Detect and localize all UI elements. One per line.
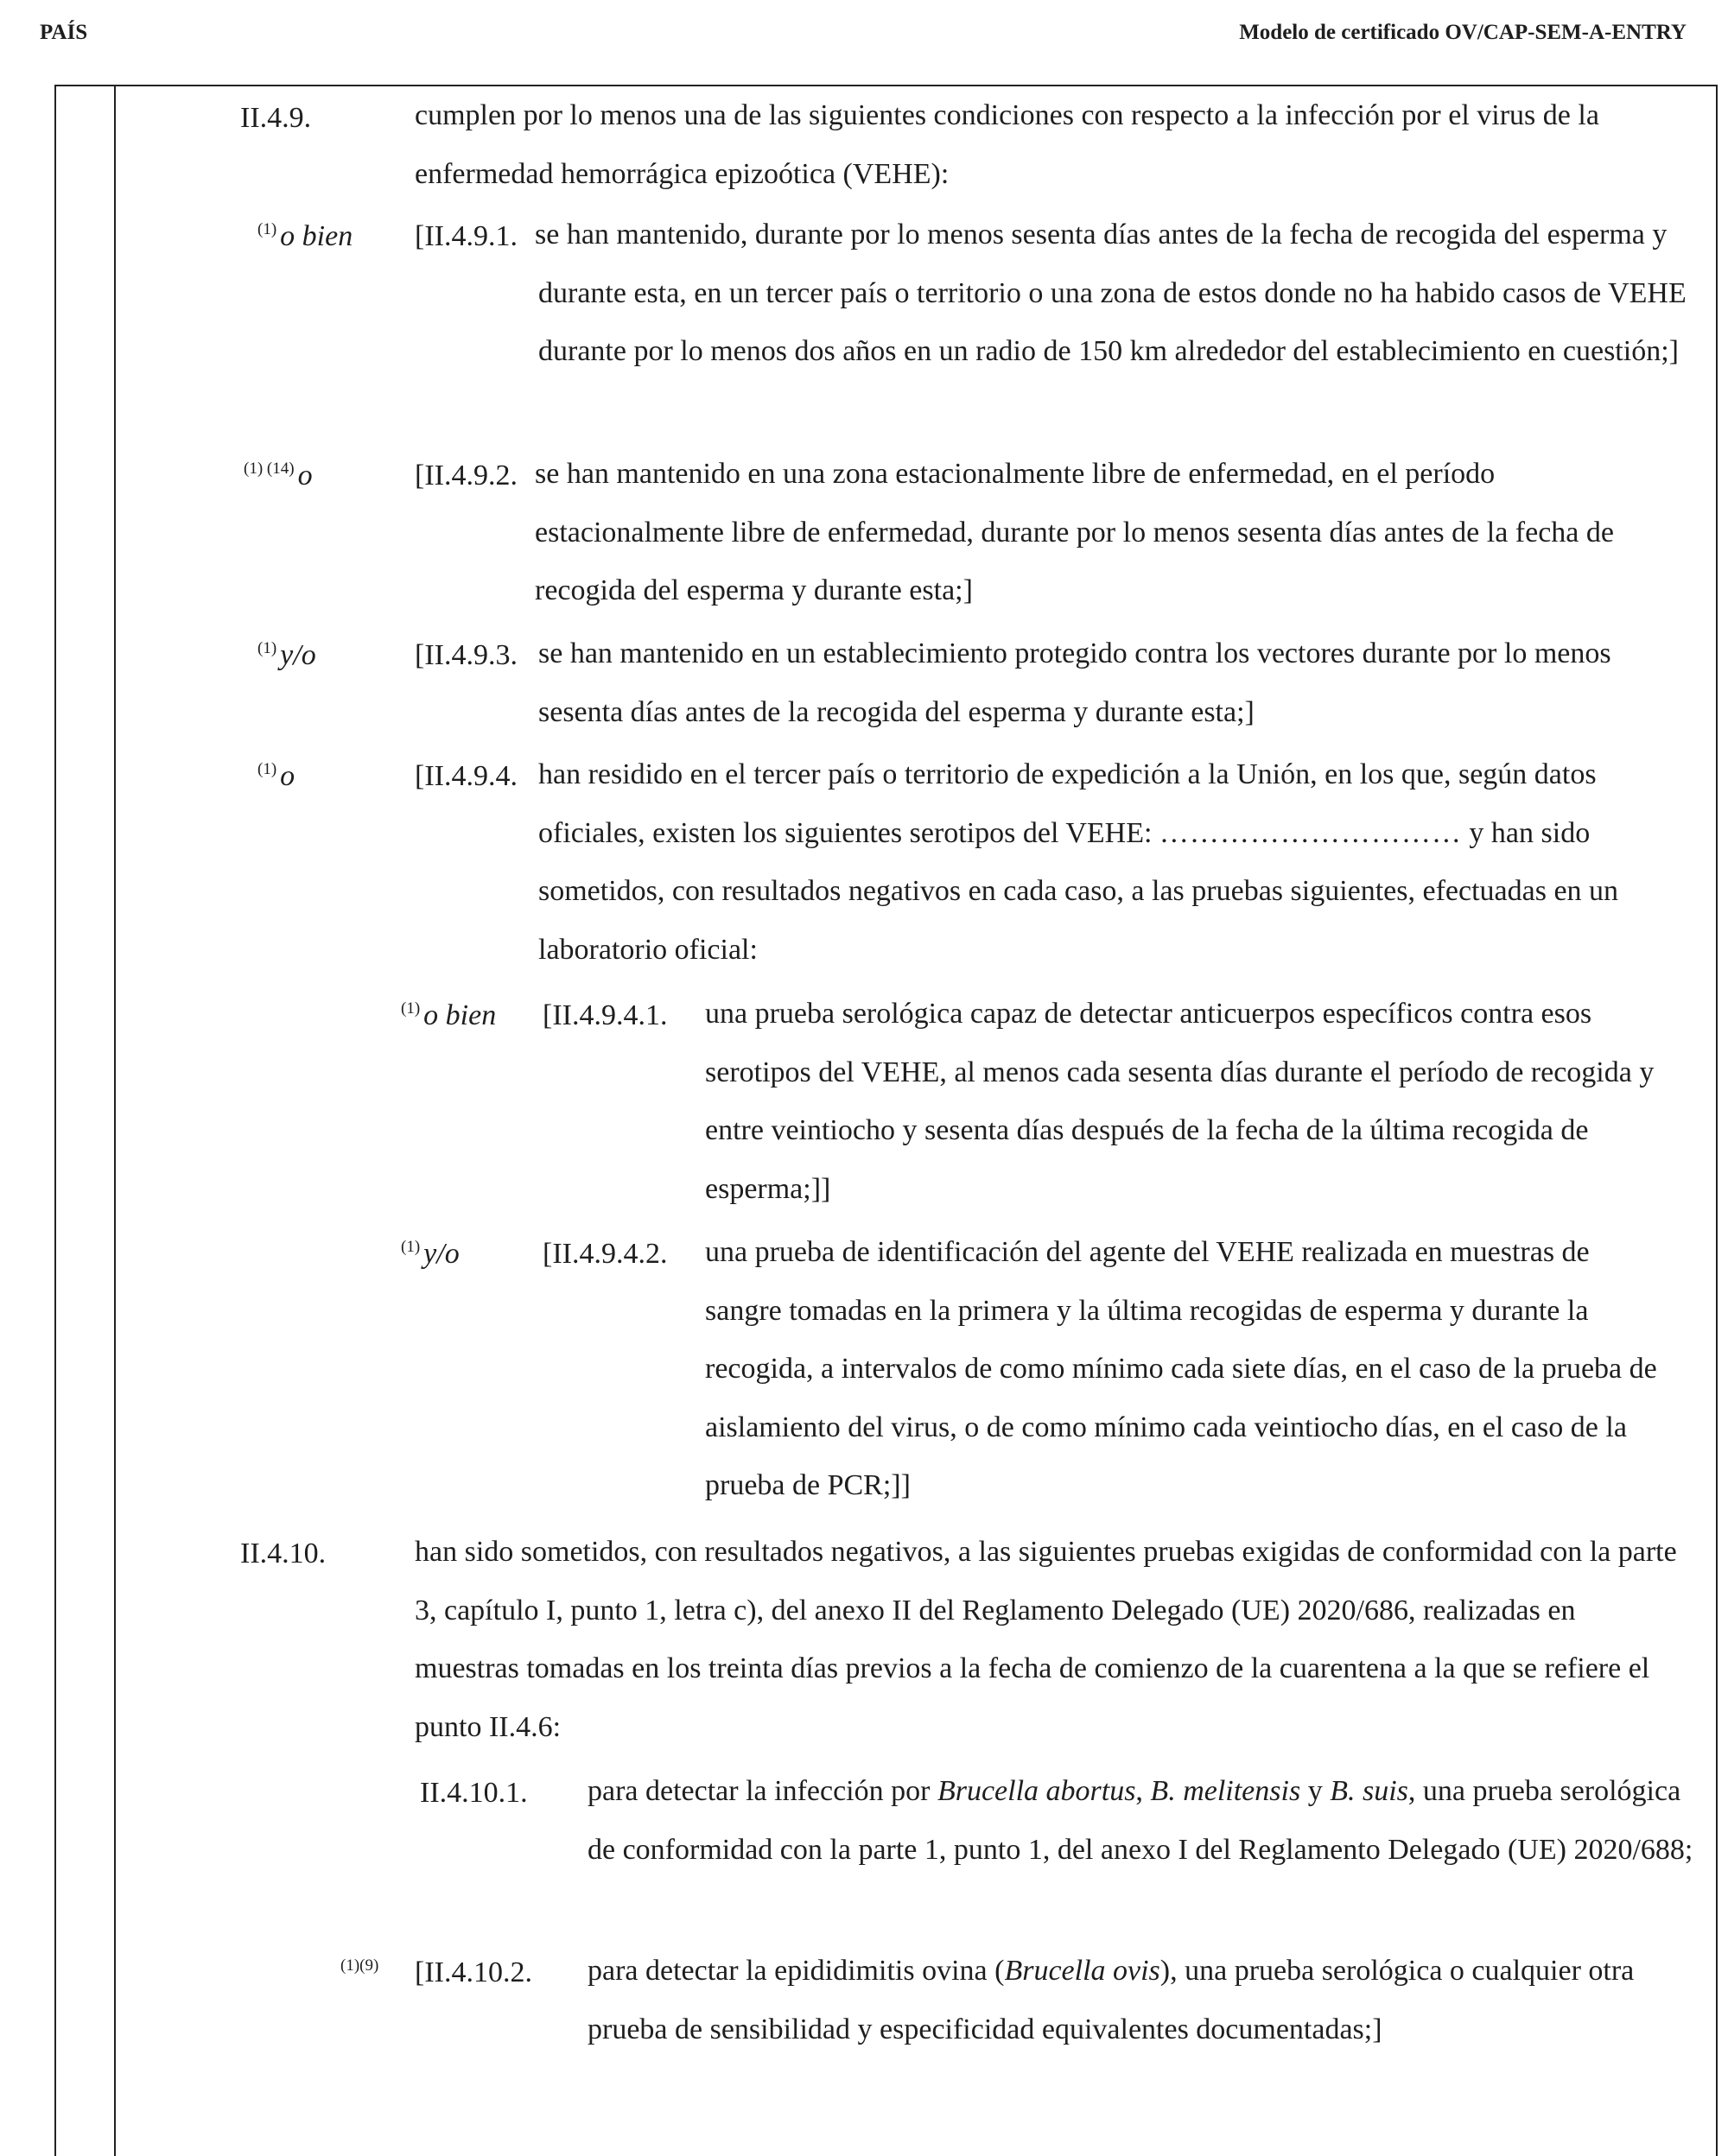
section-text-4-10-2-a: para detectar la epididimitis ovina ( [588, 1955, 1005, 1987]
header-certificate-model: Modelo de certificado OV/CAP-SEM-A-ENTRY [1239, 21, 1687, 44]
footnote-ref: (1) [401, 999, 421, 1018]
option-label-4-9-4-1 [401, 999, 496, 1032]
option-choice: y/o [280, 639, 316, 671]
section-text-4-9-4 [538, 745, 1696, 979]
section-text-4-10-2 [588, 1942, 1702, 2058]
footnote-ref: (1) [257, 639, 277, 657]
separator: y [1300, 1775, 1331, 1807]
section-number-4-9-4: [II.4.9.4. [415, 760, 518, 792]
section-text-4-9-3: se han mantenido en un establecimiento protegido contra los vectores durante por lo menos sesenta días antes de la recogida del esperma y durante esta;] [538, 637, 1611, 728]
option-choice: o bien [423, 999, 497, 1031]
species-brucella-ovis: Brucella ovis [1004, 1955, 1160, 1987]
section-text-4-9-4-2: una prueba de identificación del agente del VEHE realizada en muestras de sangre tomadas en la primera y la última recogidas de esperma y durante la recogida, a intervalos de como mínimo cada siete días, en el caso de la prueba de aislamiento del virus, o de como mínimo cada veintiocho días, en el caso de la prueba de PCR;]] [705, 1236, 1657, 1501]
section-number-4-10-1: II.4.10.1. [420, 1777, 528, 1809]
header-country: PAÍS [40, 21, 88, 44]
serotypes-blank-field: ………………………… [1159, 816, 1462, 849]
section-text-4-10: han sido sometidos, con resultados negativos, a las siguientes pruebas exigidas de conformidad con la parte 3, capítulo I, punto 1, letra c), del anexo II del Reglamento Delegado (UE) 2020/686, realizadas en muestras tomadas en los treinta días previos a la fecha de comienzo de la cuarentena a la que se refiere el punto II.4.6: [415, 1536, 1677, 1743]
section-number-4-9: II.4.9. [240, 102, 312, 134]
option-choice: y/o [423, 1238, 460, 1270]
option-label-4-9-4 [257, 760, 295, 793]
species-brucella-abortus: Brucella abortus [937, 1775, 1136, 1807]
option-choice: o [297, 460, 313, 491]
option-choice: o [280, 760, 295, 792]
section-number-4-10: II.4.10. [240, 1538, 327, 1569]
section-text-4-9-4-before: han residido en el tercer país o territorio de expedición a la Unión, en los que, según datos oficiales, existen los siguientes serotipos del VEHE: [538, 758, 1597, 849]
section-text-4-10-1-b: , una prueba serológica de conformidad con la parte 1, punto 1, del anexo I del Reglamento Delegado (UE) 2020/688; [588, 1775, 1693, 1866]
section-number-4-10-2: [II.4.10.2. [415, 1956, 532, 1988]
section-text-4-9-4-1: una prueba serológica capaz de detectar anticuerpos específicos contra esos serotipos del VEHE, al menos cada sesenta días durante el período de recogida y entre veintiocho y sesenta días después de la fecha de la última recogida de esperma;]] [705, 998, 1655, 1205]
footnote-ref: (1) (14) [244, 460, 295, 478]
section-text-4-10-1-a: para detectar la infección por [588, 1775, 937, 1807]
section-text-4-10-2-b: ), una prueba serológica o cualquier otra prueba de sensibilidad y especificidad equivalentes documentadas;] [588, 1955, 1635, 2045]
section-text-4-9-1-content: se han mantenido, durante por lo menos sesenta días antes de la fecha de recogida del esperma y durante esta, en un tercer país o territorio o una zona de estos donde no ha habido casos de VEHE durante por lo menos dos años en un radio de 150 km alrededor del establecimiento en cuestión;] [535, 219, 1687, 367]
section-number-4-9-2: [II.4.9.2. [415, 460, 518, 491]
footnote-ref: (1) [257, 220, 277, 238]
section-text-4-9-2: se han mantenido en una zona estacionalmente libre de enfermedad, en el período estacionalmente libre de enfermedad, durante por lo menos sesenta días antes de la fecha de recogida del esperma y durante esta;] [535, 458, 1614, 606]
option-choice: o bien [280, 220, 353, 252]
species-b-melitensis: B. melitensis [1150, 1775, 1301, 1807]
section-text-4-9-4-after: y han sido sometidos, con resultados negativos en cada caso, a las pruebas siguientes, efectuadas en un laboratorio oficial: [538, 816, 1619, 966]
option-label-4-9-4-2 [401, 1238, 460, 1271]
section-number-4-9-4-2: [II.4.9.4.2. [543, 1238, 668, 1270]
footnote-ref: (1) [401, 1238, 421, 1256]
species-b-suis: B. suis [1330, 1775, 1408, 1807]
option-label-4-10-2 [340, 1956, 382, 1989]
section-number-4-9-3: [II.4.9.3. [415, 639, 518, 671]
option-label-4-9-3 [257, 639, 316, 672]
section-text-4-10-1 [588, 1762, 1702, 1879]
separator: , [1135, 1775, 1151, 1807]
section-text-4-9-1 [535, 206, 1696, 381]
section-text-4-9: cumplen por lo menos una de las siguientes condiciones con respecto a la infección por el virus de la enfermedad hemorrágica epizoótica (VEHE): [415, 99, 1599, 190]
footnote-ref: (1)(9) [340, 1956, 379, 1975]
option-label-4-9-2 [244, 460, 313, 492]
option-label-4-9-1 [257, 220, 353, 253]
footnote-ref: (1) [257, 760, 277, 778]
section-number-4-9-4-1: [II.4.9.4.1. [543, 999, 668, 1031]
section-number-4-9-1: [II.4.9.1. [415, 220, 518, 252]
